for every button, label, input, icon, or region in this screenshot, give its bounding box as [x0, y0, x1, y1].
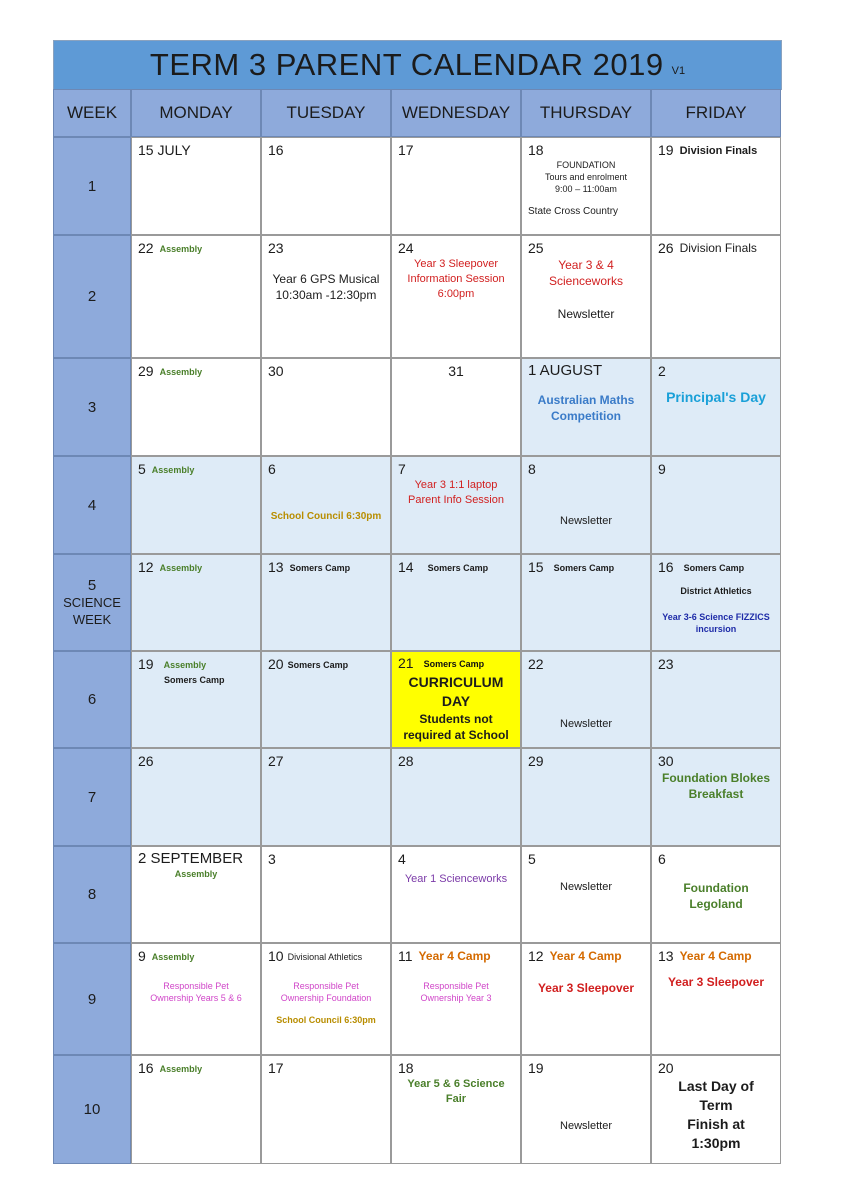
event-assembly: Assembly [174, 869, 218, 879]
date-label: 20 [268, 656, 284, 672]
week-label-6 [53, 651, 131, 748]
day-cell-w10-fri [651, 1055, 781, 1164]
week-label-2 [53, 235, 131, 358]
event-science-fair-2: Fair [445, 1093, 467, 1105]
version-label: V1 [671, 65, 686, 77]
event-foundation-legoland: Foundation [683, 881, 749, 895]
event-scienceworks-34-2: Scienceworks [548, 274, 624, 288]
day-cell-w8-wed [391, 846, 521, 943]
week-label-1 [53, 137, 131, 235]
event-assembly: Assembly [159, 563, 203, 573]
event-somers-camp: Somers Camp [427, 563, 489, 573]
date-label: 5 [528, 851, 536, 867]
day-cell-w10-tue [261, 1055, 391, 1164]
header-wednesday: WEDNESDAY [391, 89, 521, 137]
event-year4-camp: Year 4 Camp [549, 949, 622, 963]
event-scienceworks-34: Year 3 & 4 [558, 258, 614, 272]
date-label: 5 [138, 461, 146, 477]
date-label: 17 [398, 142, 414, 158]
event-year1-scienceworks: Year 1 Scienceworks [404, 873, 508, 885]
event-newsletter: Newsletter [560, 718, 612, 730]
date-label: 27 [268, 753, 284, 769]
day-cell-w2-wed [391, 235, 521, 358]
day-cell-w8-tue [261, 846, 391, 943]
date-label: 1 AUGUST [528, 362, 603, 379]
event-somers-camp: Somers Camp [423, 659, 485, 669]
event-division-finals: Division Finals [679, 241, 757, 255]
event-foundation: FOUNDATION [556, 160, 616, 170]
event-assembly: Assembly [159, 244, 203, 254]
day-cell-w10-wed [391, 1055, 521, 1164]
week-number: 8 [87, 886, 97, 903]
date-label: 28 [398, 753, 414, 769]
date-label: 15 JULY [138, 142, 191, 158]
day-cell-w6-tue [261, 651, 391, 748]
event-assembly: Assembly [159, 367, 203, 377]
date-label: 30 [268, 363, 284, 379]
day-cell-w10-thu [521, 1055, 651, 1164]
week-label-7 [53, 748, 131, 846]
day-cell-w2-fri [651, 235, 781, 358]
header-week: WEEK [53, 89, 131, 137]
date-label: 13 [658, 948, 674, 964]
day-cell-w9-wed [391, 943, 521, 1055]
event-curriculum-day: CURRICULUM [408, 674, 504, 690]
day-cell-w5-thu [521, 554, 651, 651]
event-year4-camp: Year 4 Camp [418, 949, 491, 963]
event-division-finals: Division Finals [679, 145, 758, 157]
week-label-4 [53, 456, 131, 554]
event-newsletter: Newsletter [557, 307, 615, 321]
date-label: 26 [138, 753, 154, 769]
date-label: 7 [398, 461, 406, 477]
date-label: 6 [658, 851, 666, 867]
event-students-not-required-2: required at School [403, 728, 509, 742]
week-sub-week: WEEK [72, 612, 112, 627]
event-somers-camp: Somers Camp [683, 563, 745, 573]
event-somers-camp: Somers Camp [164, 675, 225, 685]
event-responsible-pet: Responsible Pet [163, 981, 229, 991]
event-fizzics: Year 3-6 Science FIZZICS [662, 612, 770, 622]
week-number: 4 [87, 496, 97, 514]
event-assembly: Assembly [151, 952, 195, 962]
event-curriculum-day-2: DAY [441, 693, 471, 709]
date-label: 21 [398, 655, 414, 671]
day-cell-w3-thu [521, 358, 651, 456]
date-label: 16 [658, 559, 674, 575]
day-cell-w7-fri [651, 748, 781, 846]
week-number: 6 [87, 691, 97, 708]
event-assembly: Assembly [159, 1064, 203, 1074]
date-label: 9 [658, 461, 666, 477]
date-label: 10 [268, 948, 284, 964]
calendar-title [53, 40, 782, 90]
day-cell-w2-tue [261, 235, 391, 358]
event-blokes-breakfast-2: Breakfast [688, 787, 744, 801]
date-label: 26 [658, 240, 674, 256]
week-number: 10 [83, 1101, 101, 1118]
day-cell-w8-thu [521, 846, 651, 943]
event-students-not-required: Students not [419, 712, 493, 726]
week-number: 1 [87, 177, 97, 195]
day-cell-w3-mon [131, 358, 261, 456]
header-monday: MONDAY [131, 89, 261, 137]
event-newsletter: Newsletter [560, 881, 612, 893]
event-blokes-breakfast: Foundation Blokes [662, 771, 770, 785]
event-newsletter: Newsletter [560, 1120, 612, 1132]
event-gps-musical-time: 10:30am -12:30pm [275, 288, 377, 302]
event-science-fair: Year 5 & 6 Science [407, 1078, 505, 1090]
date-label: 20 [658, 1060, 674, 1076]
event-responsible-pet-2: Ownership Year 3 [420, 993, 492, 1003]
day-cell-w1-wed [391, 137, 521, 235]
date-label: 12 [528, 948, 544, 964]
date-label: 29 [528, 753, 544, 769]
event-maths-competition: Australian Maths [537, 393, 635, 407]
event-somers-camp: Somers Camp [289, 563, 351, 573]
date-label: 24 [398, 240, 414, 256]
day-cell-w5-mon [131, 554, 261, 651]
event-gps-musical: Year 6 GPS Musical [272, 272, 380, 286]
week-label-5 [53, 554, 131, 651]
event-tours: Tours and enrolment [544, 172, 628, 182]
week-number: 2 [87, 288, 97, 305]
day-cell-w7-wed [391, 748, 521, 846]
date-label: 18 [398, 1060, 414, 1076]
event-laptop-info: Year 3 1:1 laptop [414, 479, 498, 491]
event-district-athletics: District Athletics [680, 586, 752, 596]
day-cell-w4-tue [261, 456, 391, 554]
event-year4-camp: Year 4 Camp [679, 949, 752, 963]
event-foundation-legoland-2: Legoland [689, 897, 743, 911]
event-responsible-pet: Responsible Pet [293, 981, 359, 991]
day-cell-w9-thu [521, 943, 651, 1055]
event-assembly: Assembly [151, 465, 195, 475]
event-sleepover-info-time: 6:00pm [437, 288, 475, 300]
event-school-council: School Council 6:30pm [276, 1015, 376, 1025]
date-label: 31 [448, 363, 464, 379]
event-time: 9:00 – 11:00am [555, 184, 617, 194]
day-cell-w9-fri [651, 943, 781, 1055]
day-cell-w2-thu [521, 235, 651, 358]
date-label: 13 [268, 559, 284, 575]
date-label: 8 [528, 461, 536, 477]
event-newsletter: Newsletter [560, 515, 612, 527]
day-cell-w3-fri [651, 358, 781, 456]
date-label: 19 [138, 656, 154, 672]
day-cell-w6-wed-curriculum-day [391, 651, 521, 748]
day-cell-w3-wed [391, 358, 521, 456]
day-cell-w1-thu [521, 137, 651, 235]
day-cell-w6-fri [651, 651, 781, 748]
date-label: 30 [658, 753, 674, 769]
day-cell-w7-thu [521, 748, 651, 846]
date-label: 2 SEPTEMBER [138, 850, 244, 867]
week-label-3 [53, 358, 131, 456]
day-cell-w4-mon [131, 456, 261, 554]
day-cell-w6-thu [521, 651, 651, 748]
day-cell-w9-tue [261, 943, 391, 1055]
day-cell-w9-mon [131, 943, 261, 1055]
calendar-title-text: TERM 3 PARENT CALENDAR 2019 [149, 47, 664, 82]
event-responsible-pet: Responsible Pet [423, 981, 489, 991]
date-label: 19 [528, 1060, 544, 1076]
date-label: 18 [528, 142, 544, 158]
date-label: 29 [138, 363, 154, 379]
event-laptop-info-2: Parent Info Session [407, 494, 504, 506]
event-assembly: Assembly [163, 660, 207, 670]
date-label: 25 [528, 240, 544, 256]
day-cell-w5-wed [391, 554, 521, 651]
day-cell-w7-tue [261, 748, 391, 846]
day-cell-w8-fri [651, 846, 781, 943]
event-year3-sleepover: Year 3 Sleepover [667, 975, 765, 989]
day-cell-w10-mon [131, 1055, 261, 1164]
date-label: 12 [138, 559, 154, 575]
date-label: 3 [268, 851, 276, 867]
header-tuesday: TUESDAY [261, 89, 391, 137]
day-cell-w4-thu [521, 456, 651, 554]
date-label: 4 [398, 851, 406, 867]
date-label: 15 [528, 559, 544, 575]
day-cell-w5-fri [651, 554, 781, 651]
date-label: 22 [528, 656, 544, 672]
event-fizzics-incursion: incursion [695, 624, 737, 634]
event-responsible-pet-2: Ownership Foundation [280, 993, 372, 1003]
date-label: 9 [138, 948, 146, 964]
week-number: 9 [87, 990, 97, 1008]
event-somers-camp: Somers Camp [553, 563, 615, 573]
event-somers-camp: Somers Camp [287, 660, 349, 670]
day-cell-w1-fri [651, 137, 781, 235]
week-label-9 [53, 943, 131, 1055]
date-label: 23 [658, 656, 674, 672]
header-friday: FRIDAY [651, 89, 781, 137]
event-sleepover-info-2: Information Session [407, 273, 505, 285]
event-last-day-2: Term [699, 1097, 733, 1113]
event-last-day: Last Day of [678, 1078, 754, 1094]
date-label: 23 [268, 240, 284, 256]
day-cell-w3-tue [261, 358, 391, 456]
date-label: 17 [268, 1060, 284, 1076]
event-finish-time: Finish at [687, 1116, 745, 1132]
week-sub-science: SCIENCE [63, 595, 121, 610]
date-label: 19 [658, 142, 674, 158]
event-divisional-athletics: Divisional Athletics [287, 952, 363, 962]
date-label: 16 [268, 142, 284, 158]
event-cross-country: State Cross Country [528, 206, 619, 217]
week-number: 5 [87, 577, 97, 594]
parent-calendar [53, 40, 782, 1164]
event-maths-competition-2: Competition [551, 409, 621, 423]
event-school-council: School Council 6:30pm [270, 511, 382, 522]
day-cell-w4-fri [651, 456, 781, 554]
event-sleepover-info: Year 3 Sleepover [414, 258, 498, 270]
week-label-8 [53, 846, 131, 943]
date-label: 11 [398, 948, 413, 964]
date-label: 16 [138, 1060, 154, 1076]
day-cell-w2-mon [131, 235, 261, 358]
date-label: 2 [658, 363, 666, 379]
event-year3-sleepover: Year 3 Sleepover [537, 981, 635, 995]
day-cell-w6-mon [131, 651, 261, 748]
day-cell-w8-mon [131, 846, 261, 943]
week-label-10 [53, 1055, 131, 1164]
date-label: 6 [268, 461, 276, 477]
date-label: 22 [138, 240, 154, 256]
date-label: 14 [398, 559, 414, 575]
day-cell-w7-mon [131, 748, 261, 846]
event-finish-time-2: 1:30pm [691, 1135, 741, 1151]
week-number: 7 [87, 788, 97, 806]
day-cell-w1-tue [261, 137, 391, 235]
day-cell-w5-tue [261, 554, 391, 651]
header-thursday: THURSDAY [521, 89, 651, 137]
week-number: 3 [87, 398, 97, 416]
day-cell-w1-mon [131, 137, 261, 235]
day-cell-w4-wed [391, 456, 521, 554]
event-principals-day: Principal's Day [666, 389, 766, 405]
event-responsible-pet-2: Ownership Years 5 & 6 [150, 993, 242, 1003]
